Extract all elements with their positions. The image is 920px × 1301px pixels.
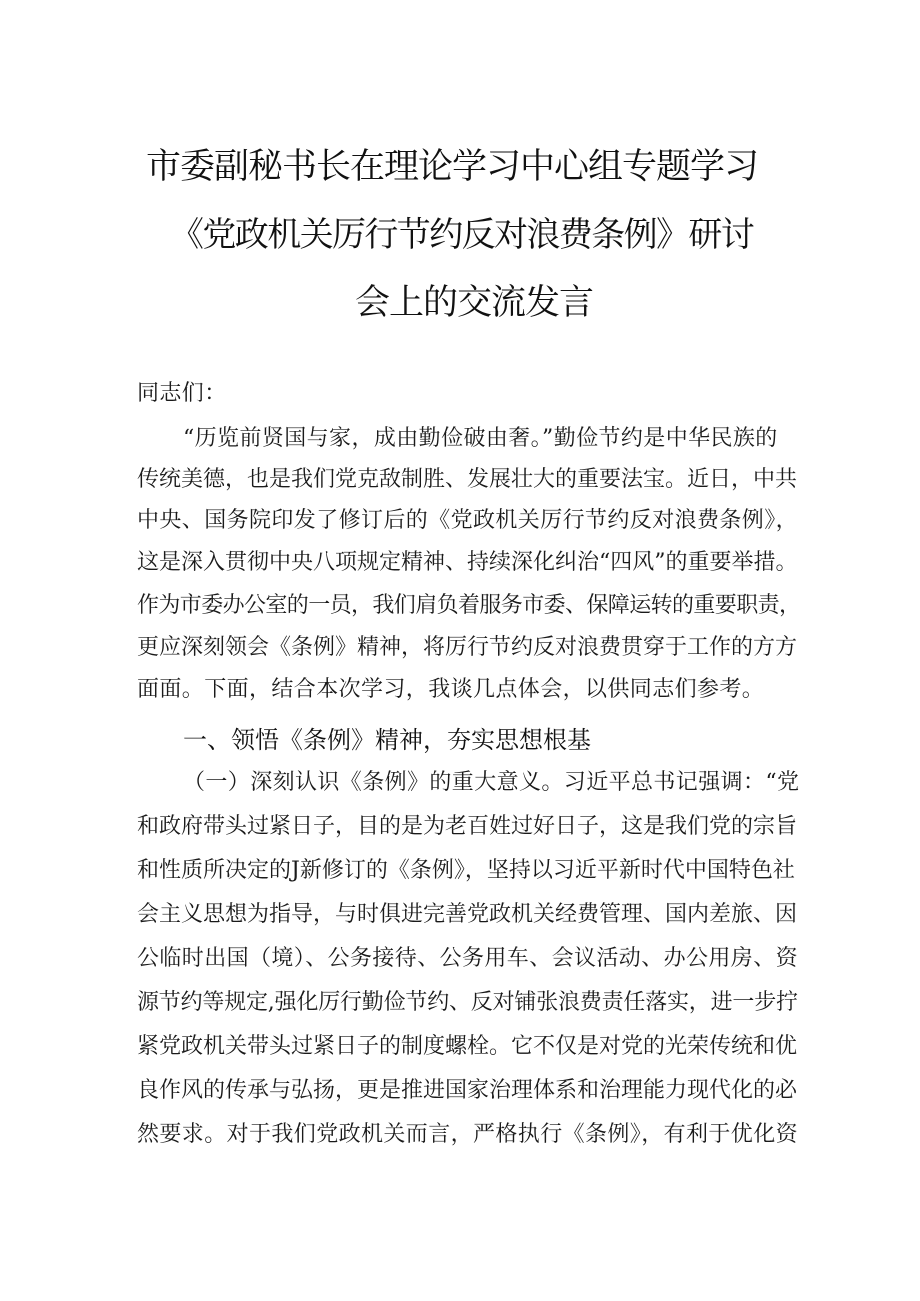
paragraph-1-line: 中央、国务院印发了修订后的《党政机关厉行节约反对浪费条例》， [137,508,799,533]
section-1-heading: 一、领悟《条例》精神，夯实思想根基 [183,726,591,754]
document-title-line-2: 《党政机关厉行节约反对浪费条例》研讨 [170,215,754,255]
document-title-line-1: 市委副秘书长在理论学习中心组专题学习 [146,147,759,187]
paragraph-2-line: 紧党政机关带头过紧日子的制度螺栓。它不仅是对党的光荣传统和优 [137,1034,798,1059]
paragraph-2-line: 公临时出国（境）、公务接待、公务用车、会议活动、办公用房、资 [137,946,799,971]
paragraph-2-line: 然要求。对于我们党政机关而言，严格执行《条例》，有利于优化资 [137,1122,799,1147]
paragraph-1-line: 传统美德，也是我们党克敌制胜、发展壮大的重要法宝。近日，中共 [137,467,798,492]
paragraph-2-line: 和性质所决定的J新修订的《条例》，坚持以习近平新时代中国特色社 [137,858,795,883]
paragraph-2-line: 会主义思想为指导，与时俱进完善党政机关经费管理、国内差旅、因 [137,902,798,927]
salutation: 同志们： [137,381,227,406]
paragraph-2-line: 和政府带头过紧日子，目的是为老百姓过好日子，这是我们党的宗旨 [137,814,798,839]
paragraph-1-line: 更应深刻领会《条例》精神，将厉行节约反对浪费贯穿于工作的方方 [137,635,798,660]
paragraph-1-line: 面面。下面，结合本次学习，我谈几点体会，以供同志们参考。 [137,677,765,702]
paragraph-1-line: 作为市委办公室的一员，我们肩负着服务市委、保障运转的重要职责， [137,593,801,618]
paragraph-1-line: “历览前贤国与家，成由勤俭破由奢。”勤俭节约是中华民族的 [183,426,778,451]
paragraph-2-line: （一）深刻认识《条例》的重大意义。习近平总书记强调：“党 [183,770,800,795]
paragraph-1-line: 这是深入贯彻中央八项规定精神、持续深化纠治“四风”的重要举措。 [137,550,798,575]
paragraph-2-line: 良作风的传承与弘扬，更是推进国家治理体系和治理能力现代化的必 [137,1078,798,1103]
document-title-line-3: 会上的交流发言 [355,283,594,323]
paragraph-2-line: 源节约等规定,强化厉行勤俭节约、反对铺张浪费责任落实，进一步拧 [137,990,798,1015]
